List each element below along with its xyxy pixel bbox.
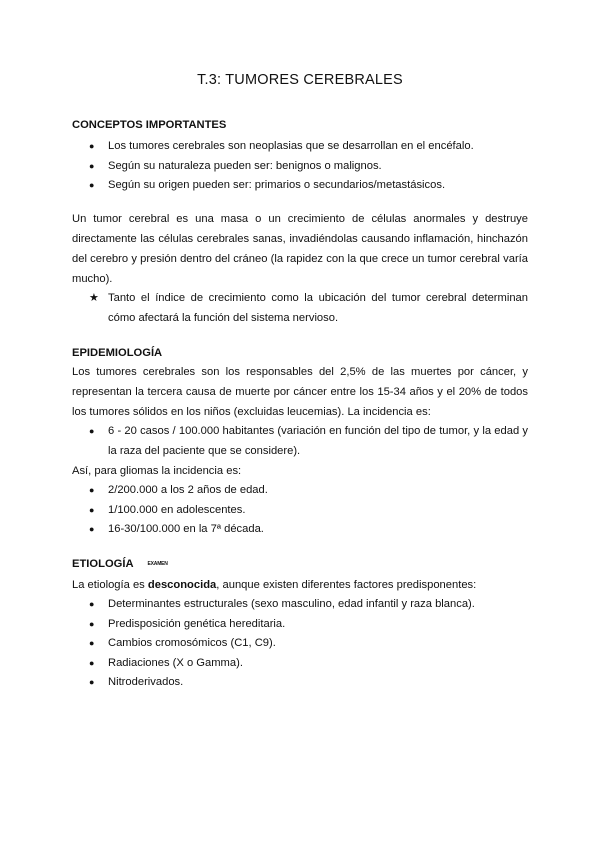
bullet-icon: ●: [89, 618, 95, 629]
heading-etiologia-row: [72, 557, 528, 571]
list-item: ● 2/200.000 a los 2 años de edad.: [72, 481, 528, 501]
star-icon: ★: [89, 292, 99, 304]
heading-conceptos: CONCEPTOS IMPORTANTES: [72, 119, 227, 131]
paragraph-definicion: Un tumor cerebral es una masa o un crecimiento de células anormales y destruye directamente las células cerebrales sanas, invadiéndolas causando inflamación, hinchazón del cerebro y presión dentro del cráneo (la rapidez con la que crece un tumor cerebral varía mucho).: [72, 213, 528, 285]
section-conceptos: [72, 118, 528, 196]
bullet-icon: ●: [89, 599, 95, 609]
bullet-icon: ●: [89, 485, 95, 495]
bullet-icon: ●: [89, 504, 95, 515]
bullet-icon: ●: [89, 677, 95, 687]
list-definicion: [72, 289, 528, 328]
heading-etiologia: ETIOLOGÍA: [72, 558, 134, 570]
list-item: ● Determinantes estructurales (sexo masculino, edad infantil y raza blanca).: [72, 595, 528, 615]
heading-epidemiologia: EPIDEMIOLOGÍA: [72, 347, 163, 359]
list-item: ★ Tanto el índice de crecimiento como la ubicación del tumor cerebral determinan cómo afectará la función del sistema nervioso.: [72, 289, 528, 328]
bullet-icon: ●: [89, 657, 95, 668]
section-etiologia: [72, 557, 528, 693]
list-factores: [72, 595, 528, 693]
bullet-icon: ●: [89, 160, 95, 171]
list-item: ● 16-30/100.000 en la 7ª década.: [72, 520, 528, 540]
bold-desconocida: desconocida: [147, 579, 217, 591]
exam-tag: EXAMEN: [147, 561, 168, 567]
list-item: ● Según su naturaleza pueden ser: benignos o malignos.: [72, 157, 528, 177]
list-item: ● Según su origen pueden ser: primarios o secundarios/metastásicos.: [72, 176, 528, 196]
section-definicion: [72, 209, 528, 328]
list-item: ● 6 - 20 casos / 100.000 habitantes (variación en función del tipo de tumor, y la edad y la raza del paciente que se considere).: [72, 422, 528, 461]
list-item: ● Radiaciones (X o Gamma).: [72, 654, 528, 674]
bullet-icon: ●: [89, 141, 95, 151]
list-incidencia: [72, 422, 528, 461]
list-item: ● Cambios cromosómicos (C1, C9).: [72, 634, 528, 654]
list-item: ● 1/100.000 en adolescentes.: [72, 501, 528, 521]
paragraph-epidemiologia: Los tumores cerebrales son los responsables del 2,5% de las muertes por cáncer, y representan la tercera causa de muerte por cáncer entre los 15-34 años y el 20% de todos los tumores sólidos en los niños (excluidas leucemias). La incidencia es:: [72, 366, 528, 418]
page-title: T.3: TUMORES CEREBRALES: [197, 72, 403, 88]
bullet-icon: ●: [89, 524, 95, 534]
section-epidemiologia: [72, 346, 528, 540]
bullet-icon: ●: [89, 180, 95, 190]
list-item: ● Los tumores cerebrales son neoplasias que se desarrollan en el encéfalo.: [72, 137, 528, 157]
list-item: ● Predisposición genética hereditaria.: [72, 615, 528, 635]
list-conceptos: [72, 137, 528, 196]
paragraph-gliomas: Así, para gliomas la incidencia es:: [72, 465, 242, 477]
bullet-icon: ●: [89, 426, 95, 436]
bullet-icon: ●: [89, 638, 95, 648]
list-item: ● Nitroderivados.: [72, 673, 528, 693]
paragraph-etiologia: La etiología es desconocida, aunque existen diferentes factores predisponentes:: [72, 579, 477, 591]
list-gliomas: [72, 481, 528, 540]
